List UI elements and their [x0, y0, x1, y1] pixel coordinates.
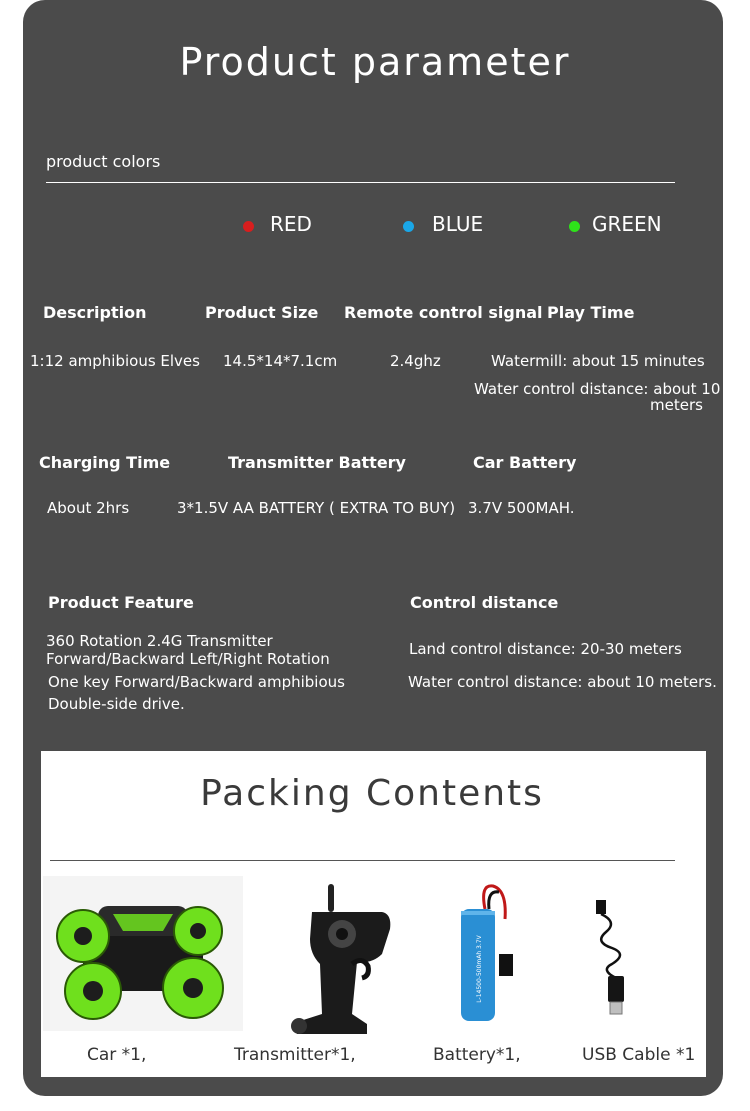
battery-image [455, 884, 525, 1024]
header-description: Description [43, 303, 147, 322]
feature-line: 360 Rotation 2.4G Transmitter [46, 632, 273, 650]
color-green-label: GREEN [592, 212, 662, 236]
feature-line: Forward/Backward Left/Right Rotation [46, 650, 330, 668]
blue-dot-icon [403, 221, 414, 232]
value-water-distance-line2: meters [650, 396, 703, 414]
feature-line: Double-side drive. [48, 695, 185, 713]
value-play-time: Watermill: about 15 minutes [491, 352, 705, 370]
divider [46, 182, 675, 183]
packing-title: Packing Contents [200, 773, 544, 814]
value-car-battery: 3.7V 500MAH. [468, 499, 575, 517]
control-land-distance: Land control distance: 20-30 meters [409, 640, 682, 658]
page-title: Product parameter [179, 40, 571, 84]
header-remote-signal: Remote control signal [344, 303, 543, 322]
feature-line: One key Forward/Backward amphibious [48, 673, 345, 691]
value-charging-time: About 2hrs [47, 499, 130, 517]
value-transmitter-battery: 3*1.5V AA BATTERY ( EXTRA TO BUY) [177, 499, 456, 517]
value-description: 1:12 amphibious Elves [30, 352, 200, 370]
packing-divider [50, 860, 675, 861]
header-control-distance: Control distance [410, 593, 559, 612]
transmitter-image [282, 884, 397, 1036]
usb-cable-image [588, 892, 638, 1020]
caption-car: Car *1, [87, 1045, 147, 1065]
caption-usb-cable: USB Cable *1 [582, 1045, 696, 1065]
header-product-size: Product Size [205, 303, 319, 322]
usb-cable-icon [588, 892, 638, 1020]
red-dot-icon [243, 221, 254, 232]
header-car-battery: Car Battery [473, 453, 577, 472]
control-water-distance: Water control distance: about 10 meters. [408, 673, 717, 691]
green-dot-icon [569, 221, 580, 232]
color-blue-label: BLUE [432, 212, 484, 236]
caption-battery: Battery*1, [433, 1045, 521, 1065]
rc-car-icon [43, 876, 243, 1031]
value-product-size: 14.5*14*7.1cm [223, 352, 338, 370]
header-product-feature: Product Feature [48, 593, 194, 612]
colors-label: product colors [46, 152, 161, 171]
color-red-label: RED [270, 212, 312, 236]
caption-transmitter: Transmitter*1, [234, 1045, 356, 1065]
transmitter-icon [282, 884, 397, 1036]
value-remote-signal: 2.4ghz [390, 352, 441, 370]
header-charging-time: Charging Time [39, 453, 171, 472]
rc-car-image [43, 876, 243, 1031]
value-water-distance-line1: Water control distance: about 10 [474, 380, 721, 398]
battery-print-text: L-14500-500mAh 3.7V [476, 935, 483, 1003]
battery-icon [455, 884, 525, 1024]
header-play-time: Play Time [547, 303, 635, 322]
header-transmitter-battery: Transmitter Battery [228, 453, 406, 472]
